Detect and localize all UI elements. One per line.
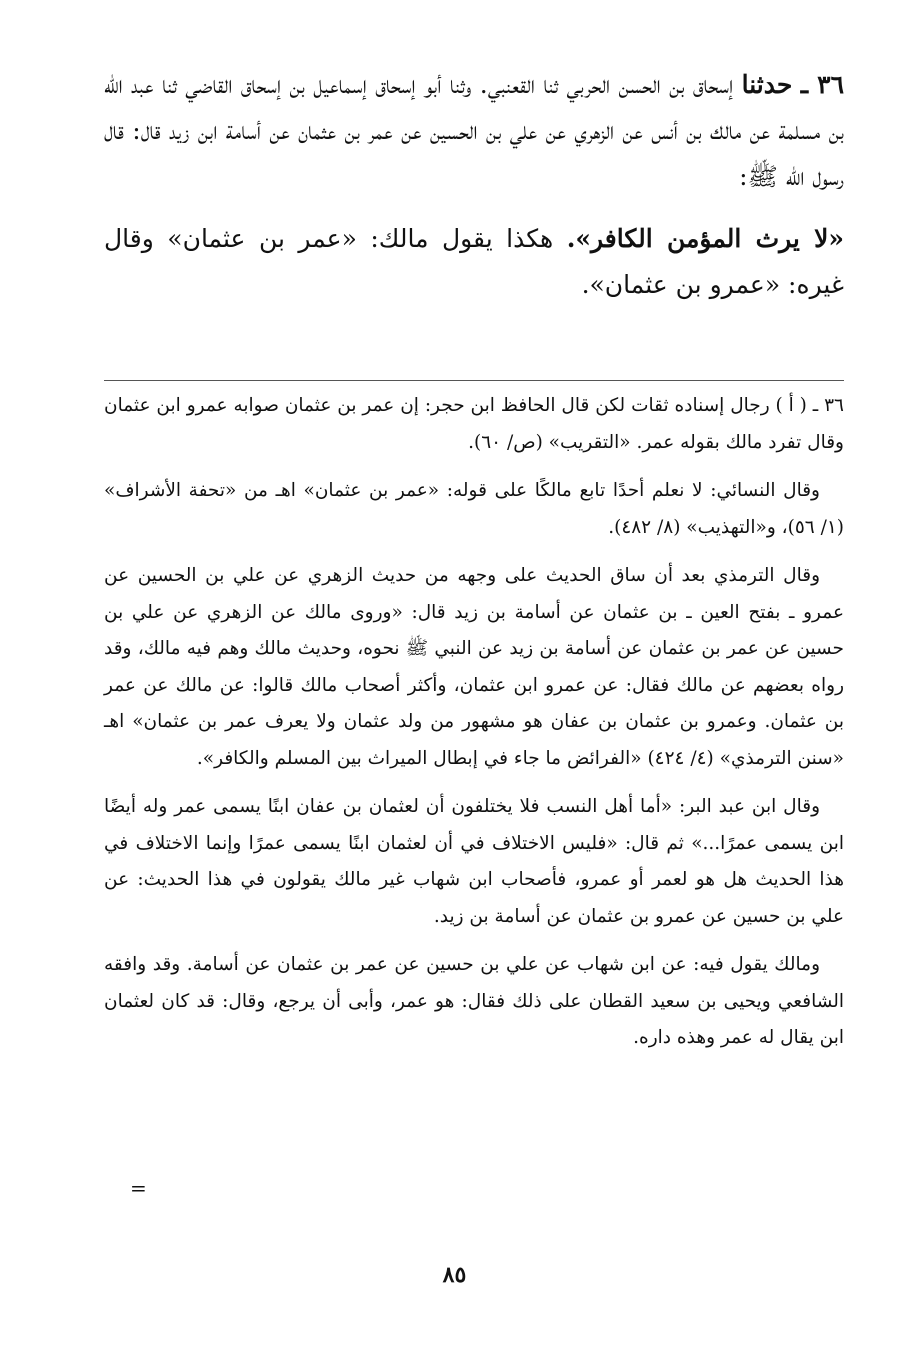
footnote-number: ٣٦ ـ bbox=[812, 395, 844, 416]
footnotes bbox=[104, 388, 844, 1069]
footnote-paragraph: وقال النسائي: لا نعلم أحدًا تابع مالكًا على قوله: «عمر بن عثمان» اهـ من «تحفة الأشراف» (١/ ٥٦)، و«التهذيب» (٨/ ٤٨٢). bbox=[104, 480, 844, 538]
continuation-mark: = bbox=[130, 1176, 147, 1200]
hadith-isnad: إسحاق بن الحسن الحربي ثنا القعنبي. وثنا أبو إسحاق إسماعيل بن إسحاق القاضي ثنا عبد الله بن مسلمة عن مالك بن أنس عن الزهري عن علي بن الحسين عن عمر بن عثمان عن أسامة ابن زيد قال: قال رسول الله ﷺ: bbox=[104, 70, 844, 191]
hadith-comment: هكذا يقول مالك: «عمر بن عثمان» وقال غيره: «عمرو بن عثمان». bbox=[104, 224, 844, 299]
footnote-paragraph bbox=[104, 388, 844, 461]
footnote-divider bbox=[104, 380, 844, 381]
hadith-text bbox=[104, 62, 844, 324]
footnote-paragraph: ومالك يقول فيه: عن ابن شهاب عن علي بن حسين عن عمر بن عثمان عن أسامة. وقد وافقه الشافعي ويحيى بن سعيد القطان على ذلك فقال: هو عمر، وأبى أن يرجع، وقال: قد كان لعثمان ابن يقال له عمر وهذه داره. bbox=[104, 954, 844, 1048]
footnote-paragraph: وقال ابن عبد البر: «أما أهل النسب فلا يختلفون أن لعثمان بن عفان ابنًا يسمى عمر وله أيضًا ابن يسمى عمرًا...» ثم قال: «فليس الاختلاف في أن لعثمان ابنًا يسمى عمرًا وإنما الاختلاف في هذا الحديث هل هو لعمر أو عمرو، فأصحاب ابن شهاب غير مالك يقولون في هذا الحديث: عن علي بن حسين عن عمرو بن عثمان عن أسامة بن زيد. bbox=[104, 796, 844, 927]
hadith-quote: «لا يرث المؤمن الكافر». bbox=[566, 224, 844, 253]
hadith-isnad-paragraph bbox=[104, 62, 844, 200]
page-number: ٨٥ bbox=[442, 1262, 467, 1288]
footnote-paragraph: وقال الترمذي بعد أن ساق الحديث على وجهه من حديث الزهري عن علي بن الحسين عن عمرو ـ بفتح العين ـ بن عثمان عن أسامة بن زيد قال: «وروى مالك عن الزهري عن علي بن حسين عن عمر بن عثمان عن أسامة بن زيد عن النبي ﷺ نحوه، وحديث مالك وهم فيه مالك، وقد رواه بعضهم عن مالك فقال: عن عمرو ابن عثمان، وأكثر أصحاب مالك قالوا: عن مالك عن عمر بن عثمان. وعمرو بن عثمان بن عفان هو مشهور من ولد عثمان ولا يعرف عمر بن عثمان» اهـ «سنن الترمذي» (٤/ ٤٢٤) «الفرائض ما جاء في إبطال الميراث بين المسلم والكافر». bbox=[104, 565, 844, 769]
hadith-matn-paragraph bbox=[104, 216, 844, 308]
hadith-number: ٣٦ ـ bbox=[800, 70, 845, 99]
hadith-lead-word: حدثنا bbox=[741, 70, 793, 99]
footnote-text: ( أ ) رجال إسناده ثقات لكن قال الحافظ ابن حجر: إن عمر بن عثمان صوابه عمرو ابن عثمان وقال تفرد مالك بقوله عمر. «التقريب» (ص/ ٦٠). bbox=[104, 395, 844, 453]
